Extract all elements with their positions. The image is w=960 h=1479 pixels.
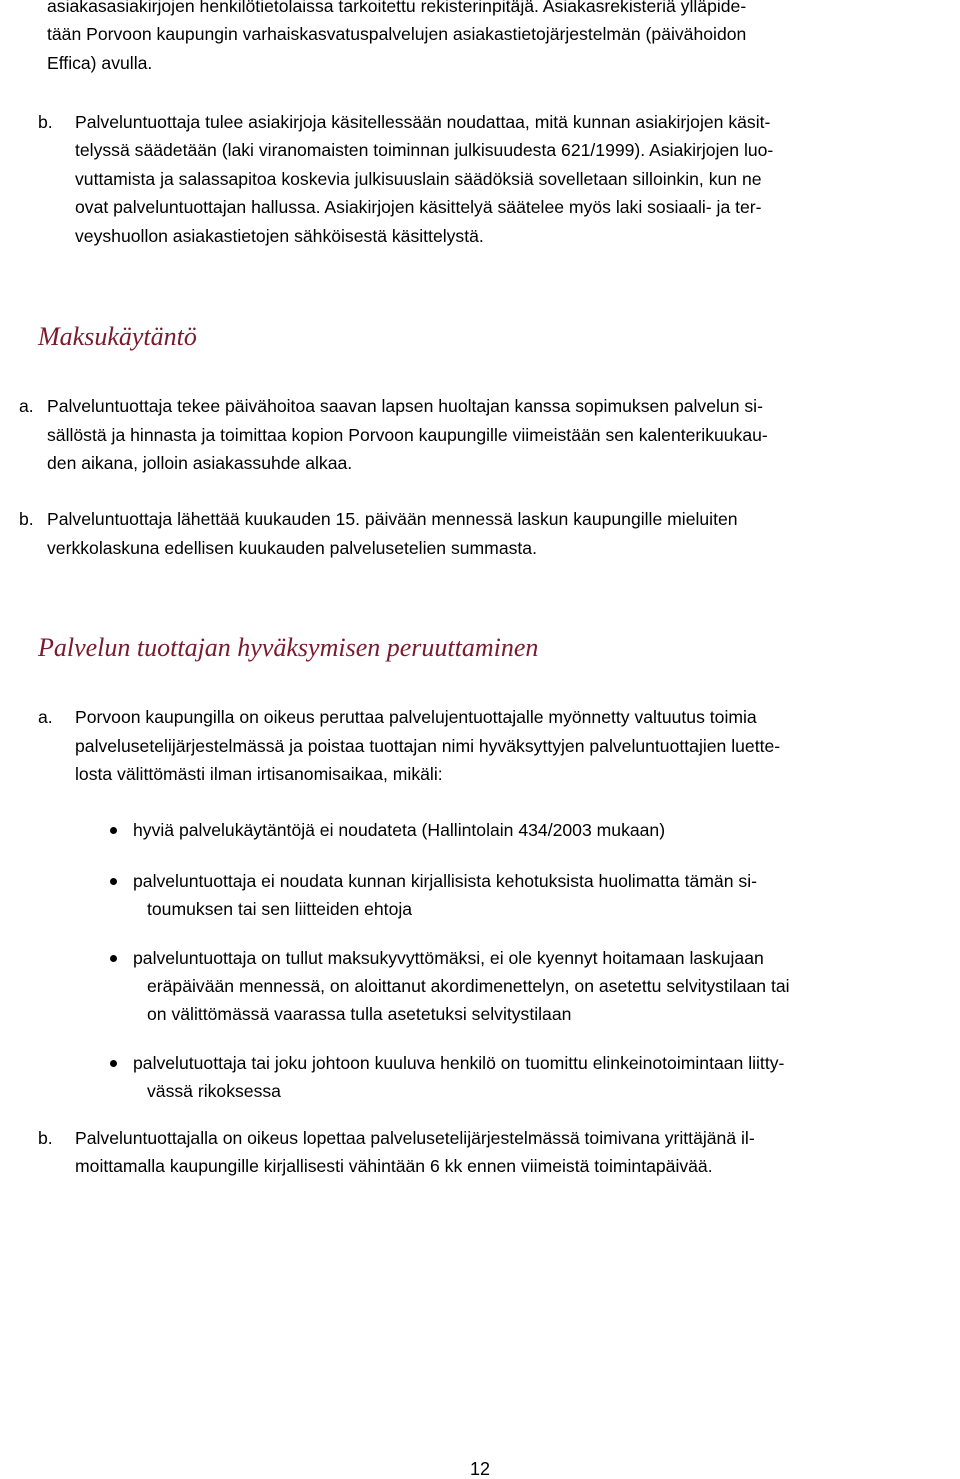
bullet-dot-icon — [110, 878, 117, 885]
text-line: palveluntuottaja ei noudata kunnan kirjallisista kehotuksista huolimatta tämän si- — [133, 871, 757, 891]
text-line: den aikana, jolloin asiakassuhde alkaa. — [47, 453, 353, 473]
text-line: palvelusetelijärjestelmässä ja poistaa tuottajan nimi hyväksyttyjen palveluntuottajien luette- — [75, 736, 781, 756]
text-line: vuttamista ja salassapitoa koskevia julkisuuslain säädöksiä sovelletaan silloinkin, kun ne — [75, 169, 762, 189]
bullet-dot-icon — [110, 1060, 117, 1067]
text-line: Palveluntuottaja tulee asiakirjoja käsitellessään noudattaa, mitä kunnan asiakirjojen käsit- — [75, 112, 771, 132]
text-line: hyviä palvelukäytäntöjä ei noudateta (Hallintolain 434/2003 mukaan) — [133, 820, 666, 840]
bullet-dot-icon — [110, 955, 117, 962]
text-line: Palveluntuottaja tekee päivähoitoa saavan lapsen huoltajan kanssa sopimuksen palvelun si- — [47, 396, 763, 416]
text-line: toumuksen tai sen liitteiden ehtoja — [147, 899, 413, 919]
page-number: 12 — [469, 1459, 491, 1479]
text-line: telyssä säädetään (laki viranomaisten toiminnan julkisuudesta 621/1999). Asiakirjojen luo- — [75, 140, 774, 160]
list-marker: b. — [38, 112, 53, 132]
text-line: losta välittömästi ilman irtisanomisaikaa, mikäli: — [75, 764, 443, 784]
text-line: Palveluntuottaja lähettää kuukauden 15. päivään mennessä laskun kaupungille mieluiten — [47, 509, 738, 529]
text-line: tään Porvoon kaupungin varhaiskasvatuspalvelujen asiakastietojärjestelmän (päivähoidon — [47, 24, 747, 44]
text-line: sällöstä ja hinnasta ja toimittaa kopion Porvoon kaupungille viimeistään sen kalenterikuukau- — [47, 425, 768, 445]
bullet-dot-icon — [110, 827, 117, 834]
text-line: verkkolaskuna edellisen kuukauden palvelusetelien summasta. — [47, 538, 537, 558]
text-line: Effica) avulla. — [47, 53, 153, 73]
section-heading-payment: Maksukäytäntö — [38, 322, 197, 351]
list-marker: a. — [19, 396, 34, 416]
text-line: on välittömässä vaarassa tulla asetetuksi selvitystilaan — [147, 1004, 572, 1024]
list-marker: b. — [38, 1128, 53, 1148]
text-line: ovat palveluntuottajan hallussa. Asiakirjojen käsittelyä säätelee myös laki sosiaali- ja ter- — [75, 197, 762, 217]
text-line: veyshuollon asiakastietojen sähköisestä käsittelystä. — [75, 226, 484, 246]
text-line: asiakasasiakirjojen henkilötietolaissa tarkoitettu rekisterinpitäjä. Asiakasrekisteriä ylläpide- — [47, 0, 747, 16]
text-line: Porvoon kaupungilla on oikeus peruttaa palvelujentuottajalle myönnetty valtuutus toimia — [75, 707, 757, 727]
section-heading-revoke: Palvelun tuottajan hyväksymisen peruuttaminen — [38, 633, 539, 662]
text-line: palveluntuottaja on tullut maksukyvyttömäksi, ei ole kyennyt hoitamaan laskujaan — [133, 948, 764, 968]
list-marker: b. — [19, 509, 34, 529]
text-line: eräpäivään mennessä, on aloittanut akordimenettelyn, on asetettu selvitystilaan tai — [147, 976, 790, 996]
text-line: Palveluntuottajalla on oikeus lopettaa palvelusetelijärjestelmässä toimivana yrittäjänä il- — [75, 1128, 755, 1148]
text-line: moittamalla kaupungille kirjallisesti vähintään 6 kk ennen viimeistä toimintapäivää. — [75, 1156, 713, 1176]
text-line: vässä rikoksessa — [147, 1081, 281, 1101]
list-marker: a. — [38, 707, 53, 727]
text-line: palvelutuottaja tai joku johtoon kuuluva henkilö on tuomittu elinkeinotoimintaan liitty- — [133, 1053, 785, 1073]
